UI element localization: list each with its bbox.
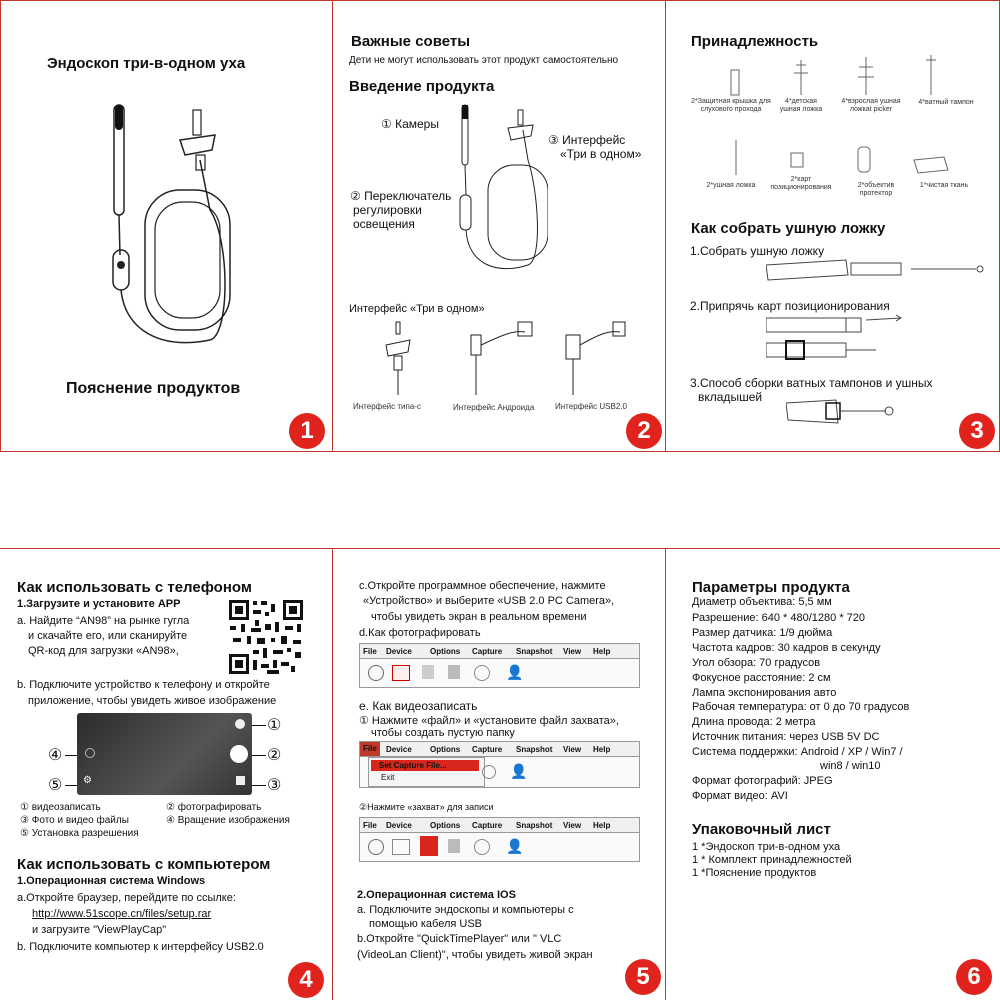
page-badge-4: 4 — [288, 962, 324, 998]
param-10: Система поддержки: Android / XP / Win7 / — [692, 746, 903, 758]
acc-item-2: 4*детская ушная ложка — [779, 98, 823, 113]
p3-step3-1: 3.Способ сборки ватных тампонов и ушных — [690, 376, 933, 390]
qr-code[interactable] — [227, 598, 305, 676]
legend-2: ② фотографировать — [166, 802, 262, 813]
legend-4: ④ Вращение изображения — [166, 815, 290, 826]
callout-3: ③ — [267, 777, 282, 794]
pack-0: 1 *Эндоскоп три-в-одном уха — [692, 841, 841, 853]
p3-step3-2: вкладышей — [698, 390, 763, 404]
gear-icon-2[interactable] — [482, 765, 496, 779]
page-badge-2: 2 — [626, 413, 662, 449]
brush-icon[interactable] — [448, 665, 460, 679]
p4-pc-link[interactable]: http://www.51scope.cn/files/setup.rar — [32, 908, 212, 920]
file-dropdown — [368, 757, 485, 787]
callout-1: ① — [267, 717, 282, 734]
acc-row1-pictures — [686, 55, 986, 100]
menu-snapshot-3[interactable]: Snapshot — [516, 821, 553, 830]
p4-pc-b: b. Подключите компьютер к интерфейсу USB2.0 — [17, 941, 264, 953]
p5-e1-1: ① Нажмите «файл» и «установите файл захвата», — [359, 715, 619, 727]
menu-file-3[interactable]: File — [363, 821, 377, 830]
p3-acc-title: Принадлежность — [691, 33, 819, 50]
p3-step2: 2.Припрячь карт позиционирования — [690, 299, 890, 313]
menu-bar-2 — [359, 741, 640, 757]
toolbar-2 — [359, 756, 640, 788]
endoscope-illustration — [100, 90, 250, 370]
menu-file-active[interactable]: File — [360, 742, 380, 756]
menu-options-2[interactable]: Options — [430, 745, 461, 754]
toolbar-3 — [359, 832, 640, 862]
brush-icon-3[interactable] — [448, 839, 460, 853]
label-interface-2: «Три в одном» — [560, 147, 642, 161]
p2-tips-text: Дети не могут использовать этот продукт самостоятельно — [349, 55, 619, 66]
p4-phone-title: Как использовать с телефоном — [17, 579, 252, 596]
record-icon[interactable] — [420, 836, 438, 856]
panel-5 — [333, 549, 665, 1000]
pack-2: 1 *Пояснение продуктов — [692, 867, 817, 879]
p6-params-title: Параметры продукта — [692, 579, 850, 596]
p5-c3: чтобы увидеть экран в реальном времени — [371, 611, 587, 623]
label-interface-1: ③ Интерфейс — [548, 133, 626, 147]
menu-snapshot[interactable]: Snapshot — [516, 647, 553, 656]
p5-ios-a2: помощью кабеля USB — [369, 918, 482, 930]
param-8: Длина провода: 2 метра — [692, 716, 816, 728]
param-12: Формат фотографий: JPEG — [692, 775, 833, 787]
webcam-icon[interactable] — [368, 665, 384, 681]
snapshot-icon[interactable] — [392, 665, 410, 681]
acc-item-3: 4*взрослая ушная ложкаt picker — [841, 98, 901, 113]
phone-app-screen — [77, 713, 252, 795]
p5-c1: c.Откройте программное обеспечение, нажмите — [359, 580, 606, 592]
files-icon[interactable] — [235, 719, 245, 729]
webcam-icon-3[interactable] — [368, 839, 384, 855]
menu-bar-3 — [359, 817, 640, 833]
acc-item-8: 1*чистая ткань — [919, 182, 969, 189]
p4-pc-os: 1.Операционная система Windows — [17, 875, 206, 887]
param-4: Угол обзора: 70 градусов — [692, 657, 821, 669]
p4-phone-b1: b. Подключите устройство к телефону и откройте — [17, 679, 270, 691]
p5-d: d.Как фотографировать — [359, 627, 481, 639]
menu-device-2[interactable]: Device — [386, 745, 412, 754]
menu-help-3[interactable]: Help — [593, 821, 611, 830]
typec-connector-icon — [378, 320, 418, 395]
param-9: Источник питания: через USB 5V DC — [692, 731, 880, 743]
step2-picture — [766, 310, 996, 365]
menu-capture-2[interactable]: Capture — [472, 745, 503, 754]
p4-phone-a1: a. Найдите “AN98” на рынке гугла — [17, 615, 190, 627]
p2-intro-title: Введение продукта — [349, 78, 495, 95]
menu-capture[interactable]: Capture — [472, 647, 503, 656]
p5-ios-b1: b.Откройте "QuickTimePlayer" или " VLC — [357, 933, 562, 945]
menu-file[interactable]: File — [363, 647, 377, 656]
step3-picture — [786, 395, 906, 430]
p1-subtitle: Пояснение продуктов — [66, 380, 241, 397]
panel-4 — [0, 549, 332, 1000]
p3-assemble-title: Как собрать ушную ложку — [691, 220, 886, 237]
p5-ios-a1: a. Подключите эндоскопы и компьютеры с — [357, 904, 574, 916]
p3-step1: 1.Собрать ушную ложку — [690, 244, 825, 258]
p4-phone-b2: приложение, чтобы увидеть живое изображение — [28, 695, 277, 707]
camera-shutter-icon[interactable] — [230, 745, 248, 763]
p5-ios-b2: (VideoLan Client)", чтобы увидеть живой экран — [357, 949, 593, 961]
param-13: Формат видео: AVI — [692, 790, 788, 802]
callout-4: ④ — [48, 747, 63, 764]
acc-item-4: 4*ватный тампон — [918, 99, 974, 106]
panel-2 — [333, 0, 665, 452]
legend-5: ⑤ Установка разрешения — [20, 828, 139, 839]
panel-1 — [0, 0, 332, 452]
usb-connector-icon — [558, 320, 638, 395]
param-7: Рабочая температура: от 0 до 70 градусов — [692, 701, 910, 713]
callout-5: ⑤ — [48, 777, 63, 794]
set-capture-file-item[interactable]: Set Capture File... — [371, 760, 479, 771]
p4-pc-title: Как использовать с компьютером — [17, 856, 271, 873]
iface-typec-label: Интерфейс типа-с — [353, 402, 421, 411]
panel-6 — [666, 549, 1000, 1000]
label-camera: ① Камеры — [381, 117, 439, 131]
p2-tips-title: Важные советы — [351, 33, 471, 50]
p6-pack-title: Упаковочный лист — [692, 821, 831, 838]
gallery-icon[interactable] — [236, 776, 245, 785]
callout-line-2 — [252, 755, 266, 756]
step1-picture — [766, 255, 996, 285]
rotate-icon[interactable] — [85, 748, 95, 758]
acc-row2-pictures — [686, 135, 986, 180]
acc-item-1: 2*Защитная крышка для слухового прохода — [691, 98, 771, 113]
user-icon[interactable]: 👤 — [506, 664, 524, 680]
p4-phone-step1: 1.Загрузите и установите APP — [17, 598, 181, 610]
acc-item-7: 2*объектив протектор — [857, 182, 895, 197]
p4-pc-a1: a.Откройте браузер, перейдите по ссылке: — [17, 892, 236, 904]
param-1: Разрешение: 640 * 480/1280 * 720 — [692, 612, 866, 624]
param-5: Фокусное расстояние: 2 см — [692, 672, 831, 684]
toolbar-1 — [359, 658, 640, 688]
p4-phone-a2: и скачайте его, или сканируйте — [28, 630, 188, 642]
menu-options[interactable]: Options — [430, 647, 461, 656]
acc-item-6: 2*карт позиционирования — [770, 176, 832, 191]
page-badge-6: 6 — [956, 959, 992, 995]
iface-usb-label: Интерфейс USB2.0 — [555, 402, 627, 411]
exit-item[interactable]: Exit — [381, 773, 395, 782]
user-icon-3[interactable]: 👤 — [506, 838, 524, 854]
callout-line-1 — [252, 725, 266, 726]
page-badge-5: 5 — [625, 959, 661, 995]
page-badge-1: 1 — [289, 413, 325, 449]
menu-snapshot-2[interactable]: Snapshot — [516, 745, 553, 754]
menu-options-3[interactable]: Options — [430, 821, 461, 830]
page-badge-3: 3 — [959, 413, 995, 449]
param-0: Диаметр объектива: 5,5 мм — [692, 596, 832, 608]
iface-android-label: Интерфейс Андроида — [453, 403, 535, 412]
param-6: Лампа экспонирования авто — [692, 687, 837, 699]
p2-interface-title: Интерфейс «Три в одном» — [349, 303, 485, 315]
gear-icon[interactable] — [474, 665, 490, 681]
param-3: Частота кадров: 30 кадров в секунду — [692, 642, 881, 654]
legend-1: ① видеозаписать — [20, 802, 101, 813]
user-icon-2[interactable]: 👤 — [510, 763, 528, 779]
param-2: Размер датчика: 1/9 дюйма — [692, 627, 833, 639]
acc-item-5: 2*ушная ложка — [706, 182, 756, 189]
legend-3: ③ Фото и видео файлы — [20, 815, 129, 826]
label-switch-3: освещения — [353, 217, 415, 231]
callout-line-3 — [252, 785, 266, 786]
menu-help[interactable]: Help — [593, 647, 611, 656]
callout-2: ② — [267, 747, 282, 764]
callout-line-5 — [65, 785, 77, 786]
snapshot-icon-3[interactable] — [392, 839, 410, 855]
p1-title: Эндоскоп три-в-одном уха — [47, 55, 246, 72]
menu-help-2[interactable]: Help — [593, 745, 611, 754]
settings-gear-icon[interactable]: ⚙ — [83, 775, 92, 786]
android-connector-icon — [463, 320, 543, 395]
menu-view-3[interactable]: View — [563, 821, 582, 830]
menu-bar-1 — [359, 643, 640, 659]
video-icon[interactable] — [422, 665, 434, 679]
panel-3 — [666, 0, 1000, 452]
p5-ios-title: 2.Операционная система IOS — [357, 889, 516, 901]
menu-device[interactable]: Device — [386, 647, 412, 656]
p5-e1-2: чтобы создать пустую папку — [371, 727, 515, 739]
param-11: win8 / win10 — [820, 760, 881, 772]
menu-view-2[interactable]: View — [563, 745, 582, 754]
p5-e2: ②Нажмите «захват» для записи — [359, 802, 494, 812]
menu-device-3[interactable]: Device — [386, 821, 412, 830]
p5-e: e. Как видеозаписать — [359, 699, 478, 713]
gear-icon-3[interactable] — [474, 839, 490, 855]
menu-view[interactable]: View — [563, 647, 582, 656]
label-switch-2: регулировки — [353, 203, 422, 217]
label-switch-1: ② Переключатель — [350, 189, 452, 203]
product-diagram — [438, 100, 548, 280]
callout-line-4 — [65, 755, 77, 756]
p4-phone-a3: QR-код для загрузки «AN98», — [28, 645, 179, 657]
menu-capture-3[interactable]: Capture — [472, 821, 503, 830]
p5-c2: «Устройство» и выберите «USB 2.0 PC Camera», — [363, 595, 615, 607]
pack-1: 1 * Комплект принадлежностей — [692, 854, 852, 866]
p4-pc-a2: и загрузите "ViewPlayCap" — [32, 924, 167, 936]
